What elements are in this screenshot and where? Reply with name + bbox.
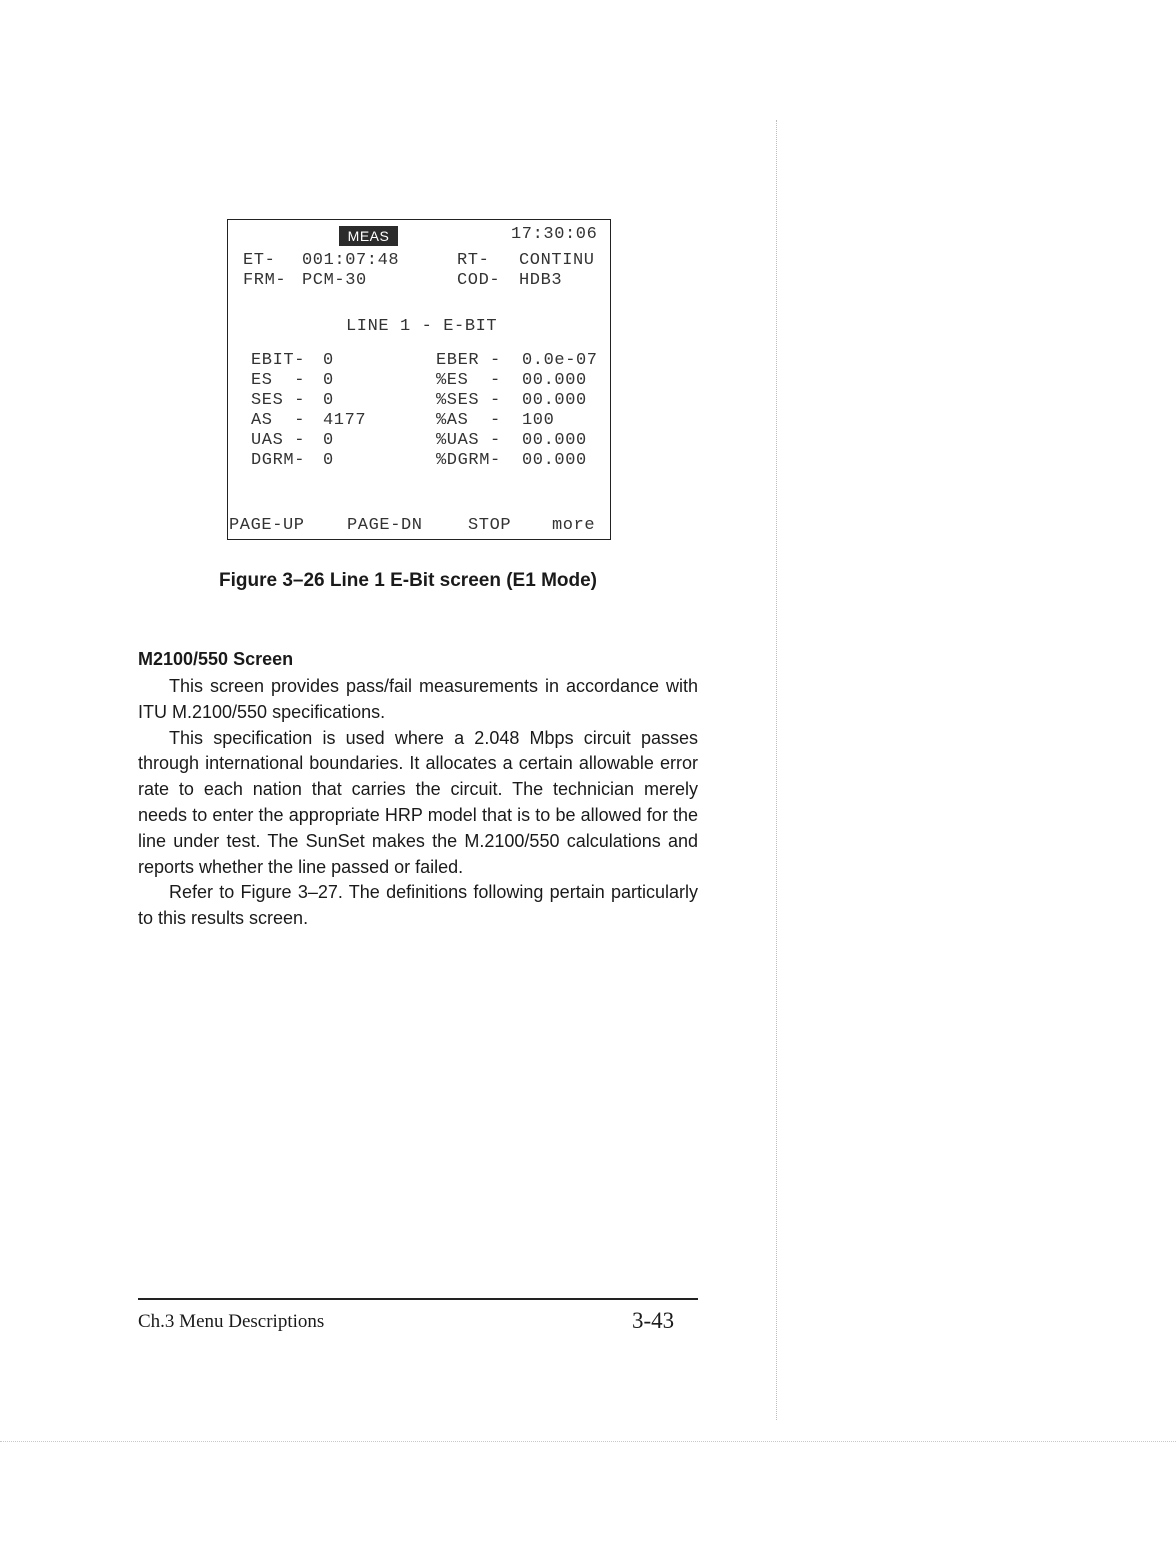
left-row-label: EBIT- <box>251 351 306 370</box>
right-row-value: 100 <box>522 411 555 430</box>
right-row-value: 00.000 <box>522 371 587 390</box>
footer-chapter: Ch.3 Menu Descriptions <box>138 1311 325 1332</box>
cod-value: HDB3 <box>519 271 563 290</box>
paragraph: This screen provides pass/fail measurements in accordance with ITU M.2100/550 specifications. <box>138 676 698 722</box>
figure-caption: Figure 3–26 Line 1 E-Bit screen (E1 Mode) <box>219 570 597 591</box>
right-row-label: %DGRM- <box>436 451 501 470</box>
clock-readout: 17:30:06 <box>511 225 598 244</box>
footer-page-number: 3-43 <box>632 1308 675 1333</box>
left-row-label: DGRM- <box>251 451 306 470</box>
left-row-value: 0 <box>323 351 334 370</box>
softkey-stop: STOP <box>468 516 512 535</box>
left-row-value: 0 <box>323 371 334 390</box>
cod-label: COD- <box>457 271 501 290</box>
right-row-value: 0.0e-07 <box>522 351 598 370</box>
left-row-label: SES - <box>251 391 306 410</box>
et-value: 001:07:48 <box>302 251 400 270</box>
body-text <box>138 674 698 932</box>
left-row-value: 0 <box>323 391 334 410</box>
softkey-more: more <box>552 516 596 535</box>
rt-label: RT- <box>457 251 490 270</box>
page-divider <box>776 120 777 1420</box>
softkey-page-dn: PAGE-DN <box>347 516 423 535</box>
et-label: ET- <box>243 251 276 270</box>
footer-rule <box>138 1298 698 1300</box>
right-row-label: %AS - <box>436 411 501 430</box>
left-row-value: 0 <box>323 451 334 470</box>
right-row-value: 00.000 <box>522 451 587 470</box>
left-row-value: 4177 <box>323 411 367 430</box>
left-row-label: UAS - <box>251 431 306 450</box>
lcd-screen-figure <box>227 219 611 540</box>
frm-value: PCM-30 <box>302 271 367 290</box>
frm-label: FRM- <box>243 271 287 290</box>
left-row-value: 0 <box>323 431 334 450</box>
left-row-label: ES - <box>251 371 306 390</box>
right-row-label: %UAS - <box>436 431 501 450</box>
right-row-label: %SES - <box>436 391 501 410</box>
rt-value: CONTINU <box>519 251 595 270</box>
softkey-page-up: PAGE-UP <box>229 516 305 535</box>
right-row-label: EBER - <box>436 351 501 370</box>
section-heading: M2100/550 Screen <box>138 649 294 669</box>
paragraph: Refer to Figure 3–27. The definitions following pertain particularly to this results screen. <box>138 882 698 929</box>
screen-title: LINE 1 - E-BIT <box>346 317 498 336</box>
right-row-value: 00.000 <box>522 431 587 450</box>
scan-edge-line <box>0 1441 1176 1442</box>
paragraph: This specification is used where a 2.048 Mbps circuit passes through international boundaries. It allocates a certain allowable error rate to each nation that carries the circuit. The technician merely needs to enter the appropriate HRP model that is to be allowed for the line under test. The SunSet makes the M.2100/550 calculations and reports whether the line passed or failed. <box>138 727 698 877</box>
meas-mode-badge: MEAS <box>339 226 398 246</box>
left-row-label: AS - <box>251 411 306 430</box>
right-row-value: 00.000 <box>522 391 587 410</box>
right-row-label: %ES - <box>436 371 501 390</box>
